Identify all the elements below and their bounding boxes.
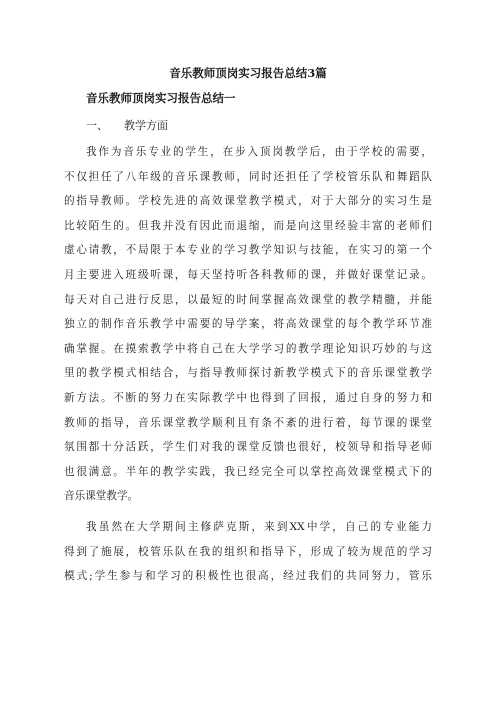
document-title: 音乐教师顶岗实习报告总结3篇 xyxy=(169,66,327,80)
paragraph-line: 里的教学模式相结合，与指导教师探讨新教学模式下的音乐课堂教学 xyxy=(64,367,432,380)
paragraph-line: 教师的指导，音乐课堂教学顺利且有条不紊的进行着，每节课的课堂 xyxy=(64,416,432,429)
paragraph-line: 比较陌生的。但我并没有因此而退缩，而是向这里经验丰富的老师们 xyxy=(64,219,432,232)
paragraph-line: 不仅担任了八年级的音乐课教师，同时还担任了学校管乐队和舞蹈队 xyxy=(64,170,432,183)
paragraph-teaching xyxy=(64,140,432,509)
paragraph-line: 我虽然在大学期间主修萨克斯，来到XX中学，自己的专业能力 xyxy=(86,520,432,533)
paragraph-line: 音乐课堂教学。 xyxy=(64,490,139,503)
section-number: 一、 xyxy=(86,119,108,132)
paragraph-line: 的指导教师。学校先进的高效课堂教学模式，对于大部分的实习生是 xyxy=(64,195,432,208)
section-label: 教学方面 xyxy=(124,119,168,132)
paragraph-line: 月主要进入班级听课，每天坚持听各科教师的课，并做好课堂记录。 xyxy=(64,268,432,281)
paragraph-band xyxy=(64,515,432,589)
paragraph-line: 每天对自己进行反思，以最短的时间掌握高效课堂的教学精髓，并能 xyxy=(64,293,432,306)
paragraph-line: 模式;学生参与和学习的积极性也很高，经过我们的共同努力，管乐 xyxy=(64,570,432,583)
section-heading xyxy=(86,117,432,134)
report-subtitle: 音乐教师顶岗实习报告总结一 xyxy=(86,91,236,105)
paragraph-line: 氛围都十分活跃，学生们对我的课堂反馈也很好，校领导和指导老师 xyxy=(64,441,432,454)
paragraph-line: 虚心请教，不局限于本专业的学习教学知识与技能，在实习的第一个 xyxy=(64,244,432,257)
paragraph-line: 得到了施展，校管乐队在我的组织和指导下，形成了较为规范的学习 xyxy=(64,545,432,558)
paragraph-line: 也很满意。半年的教学实践，我已经完全可以掌控高效课堂模式下的 xyxy=(64,465,432,478)
paragraph-line: 新方法。不断的努力在实际教学中也得到了回报，通过自身的努力和 xyxy=(64,391,432,404)
paragraph-line: 我作为音乐专业的学生，在步入顶岗教学后，由于学校的需要， xyxy=(86,146,432,158)
paragraph-line: 确掌握。在摸索教学中将自己在大学学习的教学理论知识巧妙的与这 xyxy=(64,342,432,355)
paragraph-line: 独立的制作音乐教学中需要的导学案，将高效课堂的每个教学环节准 xyxy=(64,318,432,331)
